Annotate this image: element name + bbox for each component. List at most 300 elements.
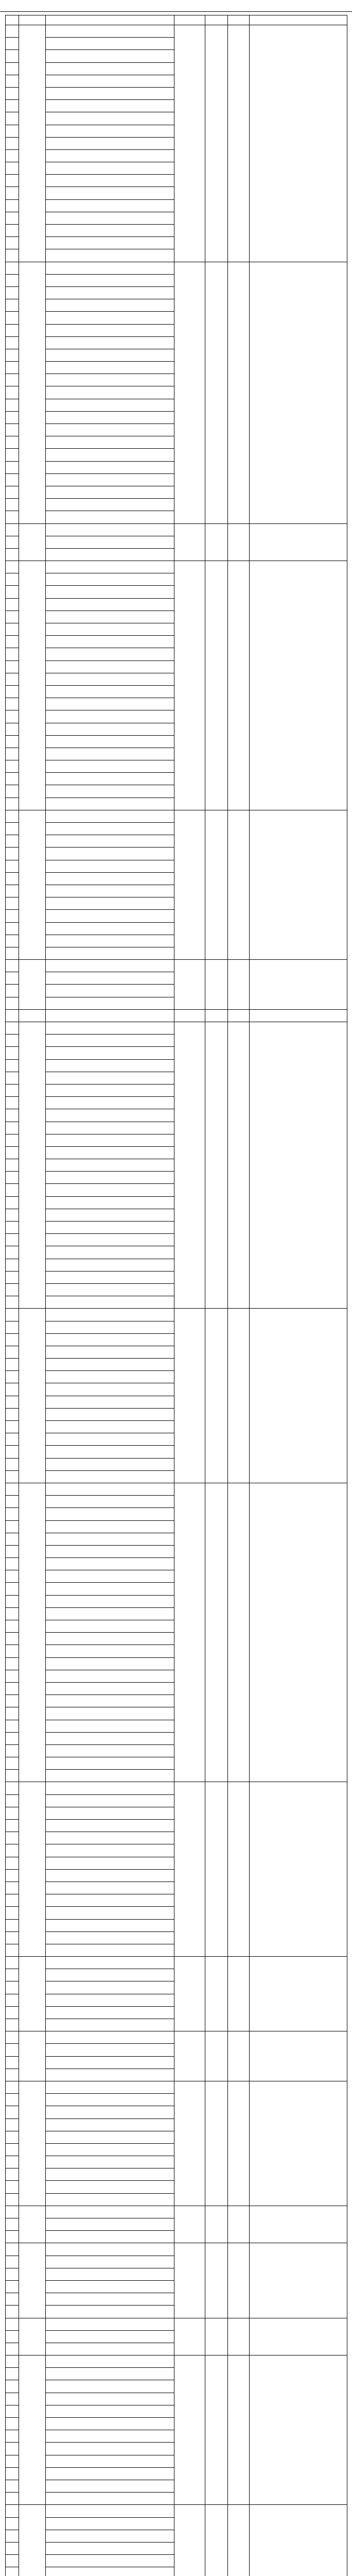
person-name <box>46 960 174 972</box>
person-name <box>46 1570 174 1583</box>
person-name <box>46 1720 174 1732</box>
row-number <box>6 2280 19 2293</box>
table-row <box>6 810 347 822</box>
row-number <box>6 748 19 760</box>
row-number <box>6 2555 19 2567</box>
person-name <box>46 2343 174 2355</box>
person-name <box>46 2231 174 2243</box>
group-time <box>205 1009 228 1022</box>
group-place <box>250 25 347 262</box>
person-name <box>46 2081 174 2093</box>
row-number <box>6 673 19 685</box>
person-name <box>46 2056 174 2069</box>
table-row <box>6 2243 347 2256</box>
row-number <box>6 1857 19 1869</box>
person-name <box>46 1981 174 1994</box>
person-name <box>46 1122 174 1134</box>
group-date <box>174 1782 205 1957</box>
person-name <box>46 1969 174 1981</box>
row-number <box>6 685 19 698</box>
person-name <box>46 536 174 548</box>
group-time <box>205 1309 228 1483</box>
person-name <box>46 810 174 822</box>
person-name <box>46 1408 174 1420</box>
person-name <box>46 461 174 473</box>
table-body <box>6 25 347 2576</box>
group-place <box>250 2206 347 2243</box>
group-branch <box>19 2355 46 2505</box>
person-name <box>46 2044 174 2056</box>
row-number <box>6 1134 19 1146</box>
group-date <box>174 523 205 561</box>
person-name <box>46 798 174 810</box>
row-number <box>6 1545 19 1557</box>
person-name <box>46 1907 174 1919</box>
group-extra <box>228 262 250 523</box>
group-extra <box>228 2355 250 2505</box>
row-number <box>6 1944 19 1956</box>
person-name <box>46 1283 174 1296</box>
group-branch <box>19 2206 46 2243</box>
person-name <box>46 237 174 249</box>
row-number <box>6 212 19 224</box>
group-extra <box>228 1782 250 1957</box>
row-number <box>6 1794 19 1807</box>
group-branch <box>19 523 46 561</box>
row-number <box>6 2330 19 2343</box>
person-name <box>46 511 174 523</box>
row-number <box>6 1894 19 1907</box>
group-branch <box>19 2318 46 2355</box>
person-name <box>46 785 174 798</box>
table-row <box>6 2355 347 2368</box>
row-number <box>6 1744 19 1757</box>
group-extra <box>228 2081 250 2206</box>
row-number <box>6 1458 19 1470</box>
person-name <box>46 985 174 997</box>
group-extra <box>228 1483 250 1782</box>
person-name <box>46 286 174 299</box>
row-number <box>6 2430 19 2443</box>
row-number <box>6 1209 19 1221</box>
person-name <box>46 935 174 947</box>
row-number <box>6 960 19 972</box>
person-name <box>46 1433 174 1446</box>
row-number <box>6 922 19 935</box>
person-name <box>46 611 174 623</box>
person-name <box>46 1196 174 1209</box>
row-number <box>6 1433 19 1446</box>
person-name <box>46 1234 174 1246</box>
group-date <box>174 2206 205 2243</box>
person-name <box>46 623 174 636</box>
person-name <box>46 848 174 860</box>
group-place <box>250 2243 347 2318</box>
row-number <box>6 2455 19 2467</box>
person-name <box>46 1458 174 1470</box>
row-number <box>6 62 19 75</box>
row-number <box>6 38 19 50</box>
row-number <box>6 274 19 286</box>
group-branch <box>19 2031 46 2081</box>
row-number <box>6 810 19 822</box>
group-date <box>174 2031 205 2081</box>
person-name <box>46 523 174 536</box>
row-number <box>6 2343 19 2355</box>
row-number <box>6 1496 19 1508</box>
row-number <box>6 848 19 860</box>
person-name <box>46 2380 174 2393</box>
person-name <box>46 1496 174 1508</box>
person-name <box>46 262 174 274</box>
group-place <box>250 1309 347 1483</box>
row-number <box>6 1084 19 1096</box>
row-number <box>6 2542 19 2554</box>
row-number <box>6 735 19 748</box>
row-number <box>6 1271 19 1283</box>
person-name <box>46 1359 174 1371</box>
person-name <box>46 436 174 449</box>
person-name <box>46 2355 174 2368</box>
person-name <box>46 2293 174 2306</box>
person-name <box>46 2368 174 2380</box>
person-name <box>46 50 174 62</box>
row-number <box>6 2567 19 2576</box>
person-name <box>46 1844 174 1857</box>
group-time <box>205 1957 228 2031</box>
group-extra <box>228 2318 250 2355</box>
row-number <box>6 1421 19 1433</box>
person-name <box>46 1869 174 1882</box>
row-number <box>6 2256 19 2268</box>
row-number <box>6 1396 19 1408</box>
person-name <box>46 1047 174 1059</box>
group-time <box>205 1782 228 1957</box>
person-name <box>46 2405 174 2417</box>
row-number <box>6 1408 19 1420</box>
person-name <box>46 349 174 361</box>
row-number <box>6 997 19 1009</box>
person-name <box>46 648 174 660</box>
row-number <box>6 2094 19 2106</box>
row-number <box>6 1172 19 1184</box>
person-name <box>46 723 174 735</box>
person-name <box>46 362 174 374</box>
row-number <box>6 885 19 897</box>
row-number <box>6 2019 19 2031</box>
person-name <box>46 598 174 611</box>
person-name <box>46 1732 174 1744</box>
row-number <box>6 1009 19 1022</box>
row-number <box>6 897 19 910</box>
person-name <box>46 199 174 212</box>
person-name <box>46 1682 174 1694</box>
person-name <box>46 773 174 785</box>
person-name <box>46 1333 174 1346</box>
table-row <box>6 2206 347 2218</box>
person-name <box>46 1259 174 1271</box>
row-number <box>6 1931 19 1944</box>
group-extra <box>228 2031 250 2081</box>
row-number <box>6 561 19 573</box>
row-number <box>6 175 19 187</box>
person-name <box>46 1645 174 1657</box>
person-name <box>46 499 174 511</box>
row-number <box>6 1022 19 1035</box>
row-number <box>6 1184 19 1196</box>
person-name <box>46 735 174 748</box>
person-name <box>46 1957 174 1969</box>
person-name <box>46 1558 174 1570</box>
row-number <box>6 1907 19 1919</box>
row-number <box>6 1321 19 1333</box>
row-number <box>6 2530 19 2542</box>
row-number <box>6 187 19 199</box>
person-name <box>46 411 174 423</box>
group-branch <box>19 2505 46 2576</box>
row-number <box>6 1446 19 1458</box>
row-number <box>6 1657 19 1670</box>
row-number <box>6 860 19 872</box>
person-name <box>46 2181 174 2193</box>
person-name <box>46 100 174 112</box>
person-name <box>46 2530 174 2542</box>
table-row <box>6 561 347 573</box>
person-name <box>46 175 174 187</box>
person-name <box>46 710 174 723</box>
row-number <box>6 1869 19 1882</box>
row-number <box>6 75 19 87</box>
person-name <box>46 62 174 75</box>
row-number <box>6 1359 19 1371</box>
group-branch <box>19 1957 46 2031</box>
person-name <box>46 885 174 897</box>
row-number <box>6 362 19 374</box>
group-date <box>174 262 205 523</box>
person-name <box>46 2156 174 2168</box>
person-name <box>46 2280 174 2293</box>
person-name <box>46 399 174 411</box>
person-name <box>46 2031 174 2044</box>
person-name <box>46 486 174 498</box>
person-name <box>46 2542 174 2554</box>
row-number <box>6 1097 19 1109</box>
row-number <box>6 411 19 423</box>
row-number <box>6 249 19 262</box>
group-time <box>205 2318 228 2355</box>
row-number <box>6 1035 19 1047</box>
person-name <box>46 2019 174 2031</box>
row-number <box>6 199 19 212</box>
person-name <box>46 1994 174 2006</box>
row-number <box>6 1820 19 1832</box>
person-name <box>46 910 174 922</box>
row-number <box>6 2505 19 2517</box>
person-name <box>46 324 174 336</box>
row-number <box>6 1259 19 1271</box>
group-time <box>205 262 228 523</box>
row-number <box>6 324 19 336</box>
row-number <box>6 2243 19 2256</box>
person-name <box>46 137 174 149</box>
row-number <box>6 2355 19 2368</box>
row-number <box>6 2443 19 2455</box>
person-name <box>46 1583 174 1595</box>
person-name <box>46 1371 174 1383</box>
person-name <box>46 2243 174 2256</box>
row-number <box>6 511 19 523</box>
row-number <box>6 1234 19 1246</box>
person-name <box>46 1857 174 1869</box>
group-branch <box>19 262 46 523</box>
table-row <box>6 960 347 972</box>
header-row <box>6 15 347 25</box>
person-name <box>46 1770 174 1782</box>
person-name <box>46 2443 174 2455</box>
table-row <box>6 1957 347 1969</box>
person-name <box>46 1396 174 1408</box>
person-name <box>46 760 174 773</box>
table-row <box>6 25 347 38</box>
table-row <box>6 2081 347 2093</box>
row-number <box>6 573 19 586</box>
group-time <box>205 1483 228 1782</box>
person-name <box>46 2467 174 2480</box>
row-number <box>6 125 19 137</box>
person-name <box>46 2168 174 2181</box>
row-number <box>6 2081 19 2093</box>
person-name <box>46 212 174 224</box>
person-name <box>46 673 174 685</box>
person-name <box>46 336 174 349</box>
table-row <box>6 1782 347 1794</box>
header-no <box>6 15 19 25</box>
person-name <box>46 972 174 985</box>
group-date <box>174 561 205 810</box>
group-date <box>174 1483 205 1782</box>
row-number <box>6 2044 19 2056</box>
group-extra <box>228 25 250 262</box>
schedule-table <box>5 15 347 2576</box>
group-extra <box>228 1309 250 1483</box>
person-name <box>46 1882 174 1894</box>
person-name <box>46 1035 174 1047</box>
person-name <box>46 573 174 586</box>
row-number <box>6 935 19 947</box>
page-title <box>0 0 352 12</box>
group-date <box>174 25 205 262</box>
row-number <box>6 636 19 648</box>
person-name <box>46 2206 174 2218</box>
group-extra <box>228 1009 250 1022</box>
person-name <box>46 1744 174 1757</box>
row-number <box>6 947 19 959</box>
person-name <box>46 2218 174 2231</box>
group-branch <box>19 1483 46 1782</box>
row-number <box>6 2193 19 2206</box>
person-name <box>46 1657 174 1670</box>
person-name <box>46 1533 174 1545</box>
row-number <box>6 1994 19 2006</box>
person-name <box>46 1222 174 1234</box>
row-number <box>6 1732 19 1744</box>
table-row <box>6 1483 347 1495</box>
person-name <box>46 1146 174 1159</box>
row-number <box>6 137 19 149</box>
person-name <box>46 1607 174 1620</box>
group-date <box>174 2243 205 2318</box>
person-name <box>46 698 174 710</box>
row-number <box>6 2119 19 2131</box>
group-time <box>205 1022 228 1309</box>
row-number <box>6 1720 19 1732</box>
group-place <box>250 1022 347 1309</box>
person-name <box>46 2430 174 2443</box>
row-number <box>6 523 19 536</box>
row-number <box>6 225 19 237</box>
row-number <box>6 660 19 673</box>
person-name <box>46 2268 174 2280</box>
group-place <box>250 2031 347 2081</box>
group-date <box>174 1022 205 1309</box>
person-name <box>46 312 174 324</box>
row-number <box>6 1969 19 1981</box>
row-number <box>6 2306 19 2318</box>
row-number <box>6 399 19 411</box>
row-number <box>6 237 19 249</box>
row-number <box>6 2168 19 2181</box>
row-number <box>6 2467 19 2480</box>
person-name <box>46 1894 174 1907</box>
person-name <box>46 1931 174 1944</box>
header-extra <box>228 15 250 25</box>
person-name <box>46 424 174 436</box>
row-number <box>6 623 19 636</box>
row-number <box>6 648 19 660</box>
group-time <box>205 2031 228 2081</box>
person-name <box>46 2493 174 2505</box>
row-number <box>6 2181 19 2193</box>
row-number <box>6 286 19 299</box>
row-number <box>6 910 19 922</box>
person-name <box>46 1595 174 1607</box>
person-name <box>46 823 174 835</box>
row-number <box>6 87 19 99</box>
row-number <box>6 1844 19 1857</box>
row-number <box>6 611 19 623</box>
row-number <box>6 336 19 349</box>
person-name <box>46 2455 174 2467</box>
person-name <box>46 748 174 760</box>
person-name <box>46 1633 174 1645</box>
person-name <box>46 1520 174 1533</box>
group-date <box>174 810 205 959</box>
row-number <box>6 1533 19 1545</box>
person-name <box>46 1620 174 1633</box>
row-number <box>6 710 19 723</box>
group-time <box>205 2355 228 2505</box>
row-number <box>6 2156 19 2168</box>
person-name <box>46 1109 174 1122</box>
person-name <box>46 1446 174 1458</box>
row-number <box>6 1072 19 1084</box>
person-name <box>46 2106 174 2119</box>
group-time <box>205 2243 228 2318</box>
row-number <box>6 1483 19 1495</box>
person-name <box>46 2131 174 2143</box>
row-number <box>6 149 19 162</box>
row-number <box>6 1919 19 1931</box>
